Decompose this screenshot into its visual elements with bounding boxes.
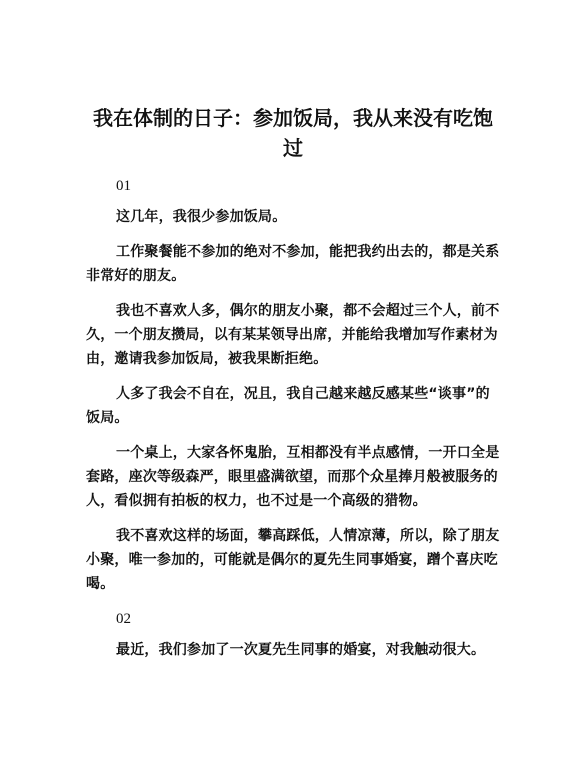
paragraph: 人多了我会不自在，况且，我自己越来越反感某些“谈事”的饭局。 (86, 386, 490, 426)
paragraph: 工作聚餐能不参加的绝对不参加，能把我约出去的，都是关系非常好的朋友。 (86, 244, 500, 284)
section-2 (86, 608, 500, 662)
paragraph: 我不喜欢这样的场面，攀高踩低，人情凉薄，所以，除了朋友小聚，唯一参加的，可能就是偶尔的夏先生同事婚宴，蹭个喜庆吃喝。 (86, 528, 500, 592)
paragraph: 这几年，我很少参加饭局。 (116, 209, 287, 225)
paragraph: 我也不喜欢人多，偶尔的朋友小聚，都不会超过三个人，前不久，一个朋友攒局，以有某某领导出席，并能给我增加写作素材为由，邀请我参加饭局，被我果断拒绝。 (86, 303, 500, 367)
paragraph: 一个桌上，大家各怀鬼胎，互相都没有半点感情，一开口全是套路，座次等级森严，眼里盛满欲望，而那个众星捧月般被服务的人，看似拥有拍板的权力，也不过是一个高级的猎物。 (86, 445, 500, 509)
section-1 (86, 175, 500, 596)
section-number: 01 (116, 178, 131, 194)
paragraph: 最近，我们参加了一次夏先生同事的婚宴，对我触动很大。 (116, 642, 486, 658)
document-title: 我在体制的日子：参加饭局，我从来没有吃饱过 (93, 106, 493, 160)
section-number: 02 (116, 611, 131, 627)
